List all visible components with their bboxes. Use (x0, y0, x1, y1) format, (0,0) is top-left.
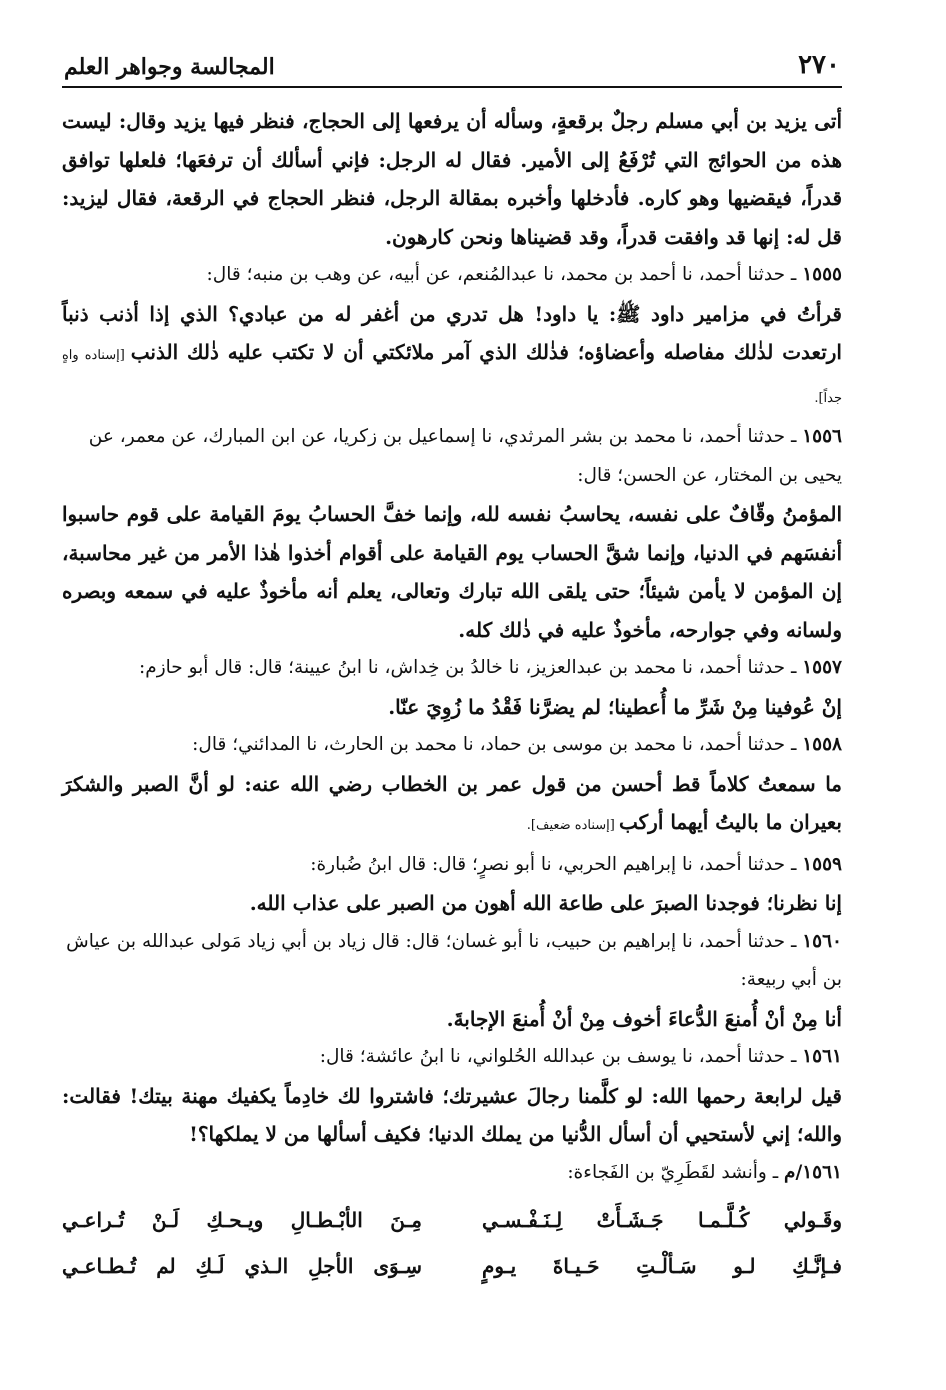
hadith-number: ١٥٥٩ (802, 853, 842, 875)
isnad-text: ـ حدثنا أحمد، نا إبراهيم الحربي، نا أبو نصرٍ؛ قال: قال ابنُ ضُبارة: (310, 853, 803, 875)
paragraph-text: إنا نظرنا؛ فوجدنا الصبرَ على طاعة الله أهون من الصبر على عذاب الله. (249, 891, 842, 915)
isnad-paragraph (62, 923, 842, 1000)
hadith-number: ١٥٥٧ (802, 657, 842, 678)
narrative-paragraph (62, 102, 842, 256)
book-page (62, 38, 842, 1286)
isnad-text: ـ حدثنا أحمد، نا محمد بن عبدالعزيز، نا خالدُ بن خِداش، نا ابنُ عيينة؛ قال: قال أبو حازم: (139, 657, 803, 678)
poem-verse-1-first-hemistich: وقَـولي كُـلَّـمـا جَـشَـأَتْ لِـنَـفْـسـي (482, 1208, 842, 1232)
grading-note: [إسناده ضعيف]. (526, 818, 619, 833)
hadith-number: ١٥٦١ (802, 1046, 842, 1067)
poem (62, 1200, 842, 1286)
hadith-number: ١٥٥٦ (802, 426, 842, 447)
page-header (62, 38, 842, 88)
isnad-text: ـ وأنشد لقَطَرِيّ بن الفَجاءة: (567, 1161, 785, 1183)
isnad-paragraph (62, 649, 842, 688)
paragraph-text: إنْ عُوفينا مِنْ شَرِّ ما أُعطينا؛ لم يضرَّنا فَقْدُ ما زُوِيَ عنّا. (388, 694, 842, 719)
narrative-paragraph (62, 884, 842, 923)
hadith-number: ١٥٥٥ (802, 264, 842, 285)
isnad-paragraph (62, 1038, 842, 1077)
narrative-paragraph (62, 1000, 842, 1039)
narrative-paragraph (62, 495, 842, 649)
paragraph-text: أنا مِنْ أنْ أُمنعَ الدُّعاءَ أخوف مِنْ أنْ أُمنعَ الإجابةَ. (446, 1006, 842, 1031)
poem-verse-1-second-hemistich: مِـنَ الأبْـطـالِ ويـحـكِ لَـنْ تُـراعـي (62, 1208, 422, 1232)
isnad-text: ـ حدثنا أحمد، نا محمد بن موسى بن حماد، نا محمد بن الحارث، نا المدائني؛ قال: (192, 734, 803, 755)
page-content (62, 102, 842, 1286)
narrative-paragraph (62, 688, 842, 727)
poem-verse-2-first-hemistich: فـإنَّـكِ لـو سَـألْـتِ حَـيـاةَ يـومٍ (482, 1254, 842, 1278)
hadith-number: ١٥٥٨ (802, 734, 842, 755)
hadith-number-suffix: /م (784, 1161, 803, 1183)
hadith-number: ١٥٦٠ (802, 930, 842, 952)
isnad-paragraph (62, 726, 842, 765)
isnad-paragraph (62, 1154, 842, 1193)
isnad-paragraph (62, 846, 842, 885)
narrative-paragraph (62, 1077, 842, 1154)
paragraph-text: المؤمنُ وقّافٌ على نفسه، يحاسبُ نفسه لله، وإنما خفَّ الحسابُ يومَ القيامة على قوم حاسبوا أنفسَهم في الدنيا، وإنما شقَّ الحساب يوم القيامة على أقوام أخذوا هٰذا الأمر من غير محاسبة، إن المؤمن لا يأمن شيئاً؛ حتى يلقى الله تبارك وتعالى، يعلم أنه مأخوذٌ عليه في سمعه وبصره ولسانه وفي جوارحه، مأخوذٌ عليه في ذٰلك كله. (62, 502, 842, 642)
isnad-text: ـ حدثنا أحمد، نا أحمد بن محمد، نا عبدالمُنعم، عن أبيه، عن وهب بن منبه؛ قال: (206, 264, 803, 285)
paragraph-text: ما سمعتُ كلاماً قط أحسن من قول عمر بن الخطاب رضي الله عنه: لو أنَّ الصبر والشكرَ بعيران ما باليتُ أيهما أركب (62, 771, 842, 834)
hadith-number: ١٥٦١ (802, 1161, 842, 1183)
narrative-paragraph (62, 765, 842, 846)
isnad-text: ـ حدثنا أحمد، نا يوسف بن عبدالله الحُلواني، نا ابنُ عائشة؛ قال: (319, 1046, 803, 1067)
page-number: ٢٧٠ (798, 50, 840, 80)
poem-verse-2-second-hemistich: سِـوَى الأجلِ الـذي لَـكِ لم تُـطـاعـي (62, 1254, 422, 1278)
paragraph-text: قرأتُ في مزامير داود ﷺ: يا داود! هل تدري من أغفر له من عبادي؟ الذي إذا أذنب ذنباً ارتعدت لذٰلك مفاصله وأعضاؤه؛ فذٰلك الذي آمر ملائكتي أن لا تكتب عليه ذٰلك الذنب (62, 301, 842, 364)
paragraph-text: أتى يزيد بن أبي مسلم رجلٌ برقعةٍ، وسأله أن يرفعها إلى الحجاج، فنظر فيها يزيد وقال: ليست هذه من الحوائج التي تُرْفَعُ إلى الأمير. فقال له الرجل: فإني أسألك أن ترفعَها؛ فلعلها توافق قدراً، فيقضيها وهو كاره. فأدخلها وأخبره بمقالة الرجل، فنظر الحجاج في الرقعة، فقال ليزيد: قل له: إنها قد وافقت قدراً، وقد قضيناها ونحن كارهون. (62, 109, 843, 249)
isnad-paragraph (62, 256, 842, 295)
grading-note: [إسناده واهٍ جداً]. (62, 348, 842, 406)
isnad-text: ـ حدثنا أحمد، نا إبراهيم بن حبيب، نا أبو غسان؛ قال: قال زياد بن أبي زياد مَولى عبدالله بن عياش بن أبي ربيعة: (66, 930, 842, 990)
isnad-text: ـ حدثنا أحمد، نا محمد بن بشر المرثدي، نا إسماعيل بن زكريا، عن ابن المبارك، عن معمر، عن يحيى بن المختار، عن الحسن؛ قال: (88, 426, 842, 486)
running-title: المجالسة وجواهر العلم (64, 54, 275, 80)
narrative-paragraph (62, 295, 842, 419)
isnad-paragraph (62, 418, 842, 495)
paragraph-text: قيل لرابعة رحمها الله: لو كلَّمنا رجالَ عشيرتك؛ فاشتروا لك خادِماً يكفيك مهنة بيتك! فقالت: والله؛ إني لأستحيي أن أسأل الدُّنيا من يملك الدنيا؛ فكيف أسألها من لا يملكها؟! (62, 1083, 842, 1146)
